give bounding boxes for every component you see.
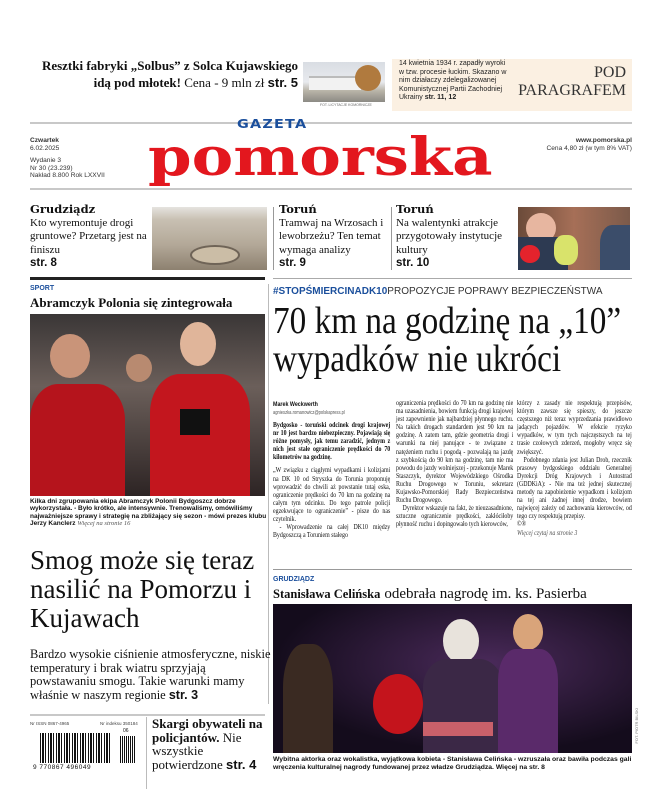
smog-headline[interactable]: Smog może się teraz nasilić na Pomorzu i Kujawach — [30, 545, 255, 633]
barcode-digits: 9 770867 496049 — [33, 764, 92, 771]
promo-text: 14 kwietnia 1934 r. zapadły wyroki w tzw. procesie łuckim. Skazano w nim działaczy zdelegalizowanej Komunistycznej Partii Zachodniej Ukrainy — [399, 60, 507, 102]
culture-section-label: GRUDZIĄDZ — [273, 576, 315, 583]
factory-photo — [303, 62, 385, 102]
masthead-info — [30, 137, 105, 180]
price: Cena 4,80 zł (w tym 8% VAT) — [546, 145, 632, 152]
culture-headline-rest: odebrała nagrodę im. ks. Pasierba — [384, 586, 587, 602]
teaser-city: Grudziądz — [30, 202, 96, 216]
logo-pomorska[interactable]: pomorska — [148, 127, 493, 188]
main-more-link[interactable]: Więcej czytaj na stronie 3 — [517, 528, 578, 537]
culture-caption: Wybitna aktorka oraz wokalistka, wyjątkowa kobieta - Stanisława Celińska - wzruszała oraz bawiła podczas gali wręczenia kulturalnej nagrody fundowanej przez władze Grudziądza. Więcej na str. 8 — [273, 756, 632, 772]
website-link[interactable]: www.pomorska.pl — [575, 137, 632, 144]
edition: Wydanie 3 — [30, 157, 62, 165]
day: Czwartek — [30, 137, 59, 144]
teaser-torun-valentines[interactable] — [396, 203, 514, 271]
paragraph: którzy z zasady nie respektują przepisów, którym zawsze się spieszy, do jeszcze częstszego niż teraz wyprzedzania prawidłowo jadących pojazdów. W efekcie ryzyko wypadków, w tym tych najczęstszych na tej trasie czołowych zderzeń, mogłoby wręcz się zwiększyć. — [517, 399, 632, 456]
concert-photo-credit: FOT. PIOTR BILSKI — [634, 708, 639, 744]
top-teaser-price: Cena - 9 mln zł — [184, 75, 265, 90]
teaser-city: Toruń — [396, 202, 434, 216]
team-photo — [30, 314, 265, 496]
top-teaser-page: str. 5 — [267, 75, 298, 90]
teaser-torun-tram[interactable] — [279, 203, 389, 271]
promo-title-line1: POD — [593, 64, 626, 81]
smog-text: Bardzo wysokie ciśnienie atmosferyczne, niskie temperatury i brak wiatru sprzyjają powstawaniu smogu. Takie warunki mamy właśnie w naszym regionie — [30, 647, 271, 702]
issn: Nr ISSN 0867-4965 — [30, 721, 70, 726]
complaints-text: Nie wszystkie potwierdzone — [152, 729, 242, 772]
main-headline[interactable]: 70 km na godzinę na „10” wypadków nie ukróci — [273, 300, 622, 380]
culture-name: Stanisława Celińska — [273, 587, 381, 601]
divider — [30, 122, 632, 124]
date: 6.02.2025 — [30, 144, 60, 152]
teaser-page: str. 10 — [396, 257, 430, 269]
sport-more-link[interactable]: Więcej na stronie 16 — [77, 520, 131, 528]
valentines-photo — [518, 207, 630, 270]
promo-title-line2: PARAGRAFEM — [518, 82, 626, 99]
circulation: Nakład 8.800 Rok LXXVII — [30, 172, 105, 180]
paragraph: ograniczenia prędkości do 70 km na godzinę nie ma uzasadnienia, bowiem funkcją drogi krajowej jest zapewnienie jak najbardziej płynnego ruchu. Na takich drogach standardem jest 90 km na godzinę. A zatem tam, gdzie geometria drogi i warunki na niej panujące - te związane z natężeniem ruchu i pogodą - pozwalają na jazdę z szybkością do 90 km na godzinę, tam nie ma powodu do jazdy wolniejszej - przekonuje Marek Staszczyk, dyrektor Wojewódzkiego Ośrodka Ruchu Drogowego w Toruniu, sekretarz Kujawsko-Pomorskiej Rady Bezpieczeństwa Ruchu Drogowego. — [396, 399, 514, 505]
complaints-teaser[interactable] — [152, 717, 267, 771]
promo-page: str. 11, 12 — [424, 94, 457, 102]
index-number: Nr indeksu 350184 — [100, 721, 138, 726]
top-teaser[interactable] — [30, 57, 298, 91]
concert-photo — [273, 604, 632, 753]
teaser-text: Tramwaj na Wrzosach i lewobrzeżu? Ten temat wymaga analizy — [279, 216, 384, 256]
dirt-road-photo — [152, 207, 267, 270]
teaser-grudziadz[interactable] — [30, 203, 148, 271]
author: Marek Weckwerth — [273, 401, 318, 408]
teaser-page: str. 8 — [30, 257, 57, 269]
lead: Bydgosko - toruński odcinek drogi krajowej nr 10 jest bardzo niebezpieczny. Pojawiają się różne pomysły, jak temu zaradzić, jednym z nich jest stałe ograniczenie prędkości do 70 kilometrów na godzinę. — [273, 421, 391, 462]
teaser-city: Toruń — [279, 202, 317, 216]
kicker: PROPOZYCJE POPRAWY BEZPIECZEŃSTWA — [387, 286, 603, 297]
paragraph: Dyrektor wskazuje na fakt, że nieuzasadnione, sztuczne ograniczenie prędkości, zakłóciłoby płynność ruchu i dopingowało tych kierowców, — [396, 504, 514, 529]
sport-caption-text: Kilka dni zgrupowania ekipa Abramczyk Polonii Bydgoszcz dobrze wykorzystała. - Było krótko, ale intensywnie. Trenowaliśmy, omówiliśmy najważniejsze sprawy i strategię na zbliżający się sezon - mówi prezes klubu Jerzy Kanclerz — [30, 498, 267, 528]
divider — [30, 188, 632, 190]
complaints-headline: Skargi obywateli na policjantów. — [152, 716, 263, 745]
sport-headline[interactable]: Abramczyk Polonia się zintegrowała — [30, 295, 233, 310]
logo-gazeta[interactable]: GAZETA — [237, 117, 308, 131]
teaser-page: str. 9 — [279, 257, 306, 269]
barcode — [40, 733, 112, 763]
barcode-addon: 06 — [123, 728, 129, 734]
author-email[interactable]: agnieszka.romanowicz@polskapress.pl — [273, 410, 345, 416]
main-kicker — [273, 286, 603, 298]
paragraph: - Wprowadzenie na całej DK10 między Bydgoszczą a Toruniem stałego — [273, 523, 391, 540]
issue-number: Nr 30 (23.239) — [30, 164, 73, 172]
sport-section-label: SPORT — [30, 285, 55, 292]
sport-caption — [30, 498, 267, 528]
hashtag[interactable]: #STOPŚMIERCINADK10 — [273, 286, 388, 297]
top-teaser-headline: Resztki fabryki „Solbus” z Solca Kujawskiego idą pod młotek! — [41, 58, 298, 90]
signature: ©® — [517, 520, 526, 529]
teaser-text: Na walentynki atrakcje przygotowały instytucje kultury — [396, 216, 503, 256]
smog-page: str. 3 — [168, 687, 199, 702]
paragraph: Podobnego zdania jest Julian Drob, rzecznik prasowy bydgoskiego oddziału Generalnej Dyrekcji Dróg Krajowych i Autostrad (GDDKiA): - Nie ma też jednej skutecznej metody na zapobieżenie wypadkom i kolizjom na tej ani żadnej innej drodze, bowiem najwięcej zależy od zachowania kierowców, od tego czy respektują przepisy. — [517, 455, 632, 521]
smog-body — [30, 648, 272, 702]
paragraph: „W związku z ciągłymi wypadkami i kolizjami na DK 10 od Stryszka do Torunia proponuję wprowadzić do chwili aż powstanie tutaj eska, ograniczenie prędkości do 70 km na godzinę na całym tym odcinku. Do tego patrole policji egzekwujące to ograniczenie” - pisze do nas czytelnik. — [273, 466, 391, 524]
teaser-text: Kto wyremontuje drogi gruntowe? Przetarg jest na finiszu — [30, 216, 147, 256]
complaints-page: str. 4 — [226, 756, 257, 772]
top-teaser-photo-credit: FOT. LICYTACJE KOMORNICZE — [320, 103, 372, 107]
culture-headline[interactable] — [273, 585, 587, 603]
promo-box[interactable] — [392, 59, 632, 111]
